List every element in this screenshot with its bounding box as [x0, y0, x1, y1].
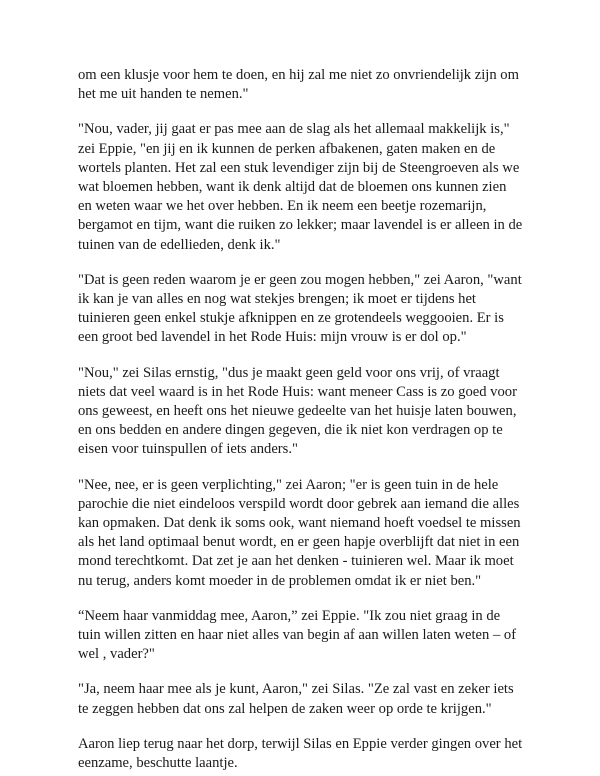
- text-line: zei Eppie, "en jij en ik kunnen de perken afbakenen, gaten maken en de: [78, 140, 496, 157]
- paragraph: [78, 476, 560, 591]
- text-line: ik kan je van alles en nog wat stekjes brengen; ik moet er tijdens het: [78, 291, 476, 308]
- text-line: kan opmaken. Dat denk ik soms ook, want niemand hoeft voedsel te missen: [78, 515, 521, 532]
- text-line: “Neem haar vanmiddag mee, Aaron,” zei Eppie. "Ik zou niet graag in de: [78, 607, 501, 624]
- text-line: te zeggen hebben dat ons zal helpen de zaken weer op orde te krijgen.": [78, 700, 492, 717]
- text-line: "Dat is geen reden waarom je er geen zou mogen hebben," zei Aaron, "want: [78, 271, 522, 288]
- text-line: parochie die niet eindeloos verspild wordt door gebrek aan iemand die alles: [78, 495, 520, 512]
- text-line: en weten waar we het over hebben. En ik neem een beetje rozemarijn,: [78, 198, 487, 215]
- text-line: en ons bedden en andere dingen gegeven, die ik niet kon verdragen op te: [78, 422, 503, 439]
- paragraph: [78, 680, 560, 718]
- paragraph: [78, 66, 560, 104]
- paragraph: [78, 271, 560, 348]
- text-line: eisen voor tuinspullen of iets anders.": [78, 441, 298, 458]
- text-line: ons geweest, en heeft ons het nieuwe gedeelte van het huisje laten bouwen,: [78, 403, 517, 420]
- text-line: tuinen van de edellieden, denk ik.": [78, 236, 281, 253]
- paragraph: [78, 364, 560, 460]
- text-line: wortels planten. Het zal een stuk levendiger zijn bij de Steengroeven als we: [78, 159, 520, 176]
- paragraph: [78, 607, 560, 665]
- text-line: "Nee, nee, er is geen verplichting," zei Aaron; "er is geen tuin in de hele: [78, 476, 499, 493]
- text-line: eenzame, beschutte laantje.: [78, 755, 238, 772]
- text-line: bergamot en tijm, want die ruiken zo lekker; maar lavendel is er alleen in de: [78, 217, 523, 234]
- text-line: wel , vader?": [78, 646, 155, 663]
- text-line: tuinieren geen enkel stukje afknippen en ze grotendeels weggooien. Er is: [78, 310, 504, 327]
- text-line: een groot bed lavendel in het Rode Huis: mijn vrouw is er dol op.": [78, 329, 467, 346]
- paragraph: [78, 120, 560, 254]
- paragraph: [78, 735, 560, 773]
- text-line: Aaron liep terug naar het dorp, terwijl Silas en Eppie verder gingen over het: [78, 735, 523, 752]
- text-line: "Ja, neem haar mee als je kunt, Aaron," zei Silas. "Ze zal vast en zeker iets: [78, 681, 514, 698]
- text-line: om een klusje voor hem te doen, en hij zal me niet zo onvriendelijk zijn om: [78, 67, 519, 83]
- text-line: het me uit handen te nemen.": [78, 86, 249, 103]
- text-line: "Nou, vader, jij gaat er pas mee aan de slag als het allemaal makkelijk is,": [78, 121, 510, 138]
- text-line: mond terechtkomt. Dat zet je aan het denken - tuinieren wel. Maar ik moet: [78, 553, 514, 570]
- text-line: nu terug, anders komt moeder in de problemen omdat ik er niet ben.": [78, 572, 482, 589]
- text-line: "Nou," zei Silas ernstig, "dus je maakt geen geld voor ons vrij, of vraagt: [78, 364, 500, 381]
- text-line: wat bloemen hebben, want ik denk altijd dat de bloemen ons kunnen zien: [78, 179, 507, 196]
- text-line: tuin willen zitten en haar niet alles van begin af aan willen laten weten – of: [78, 627, 517, 644]
- text-line: niets dat veel waard is in het Rode Huis: want meneer Cass is zo goed voor: [78, 383, 517, 400]
- text-line: als het land optimaal benut wordt, en er geen hapje overblijft dat niet in een: [78, 534, 520, 551]
